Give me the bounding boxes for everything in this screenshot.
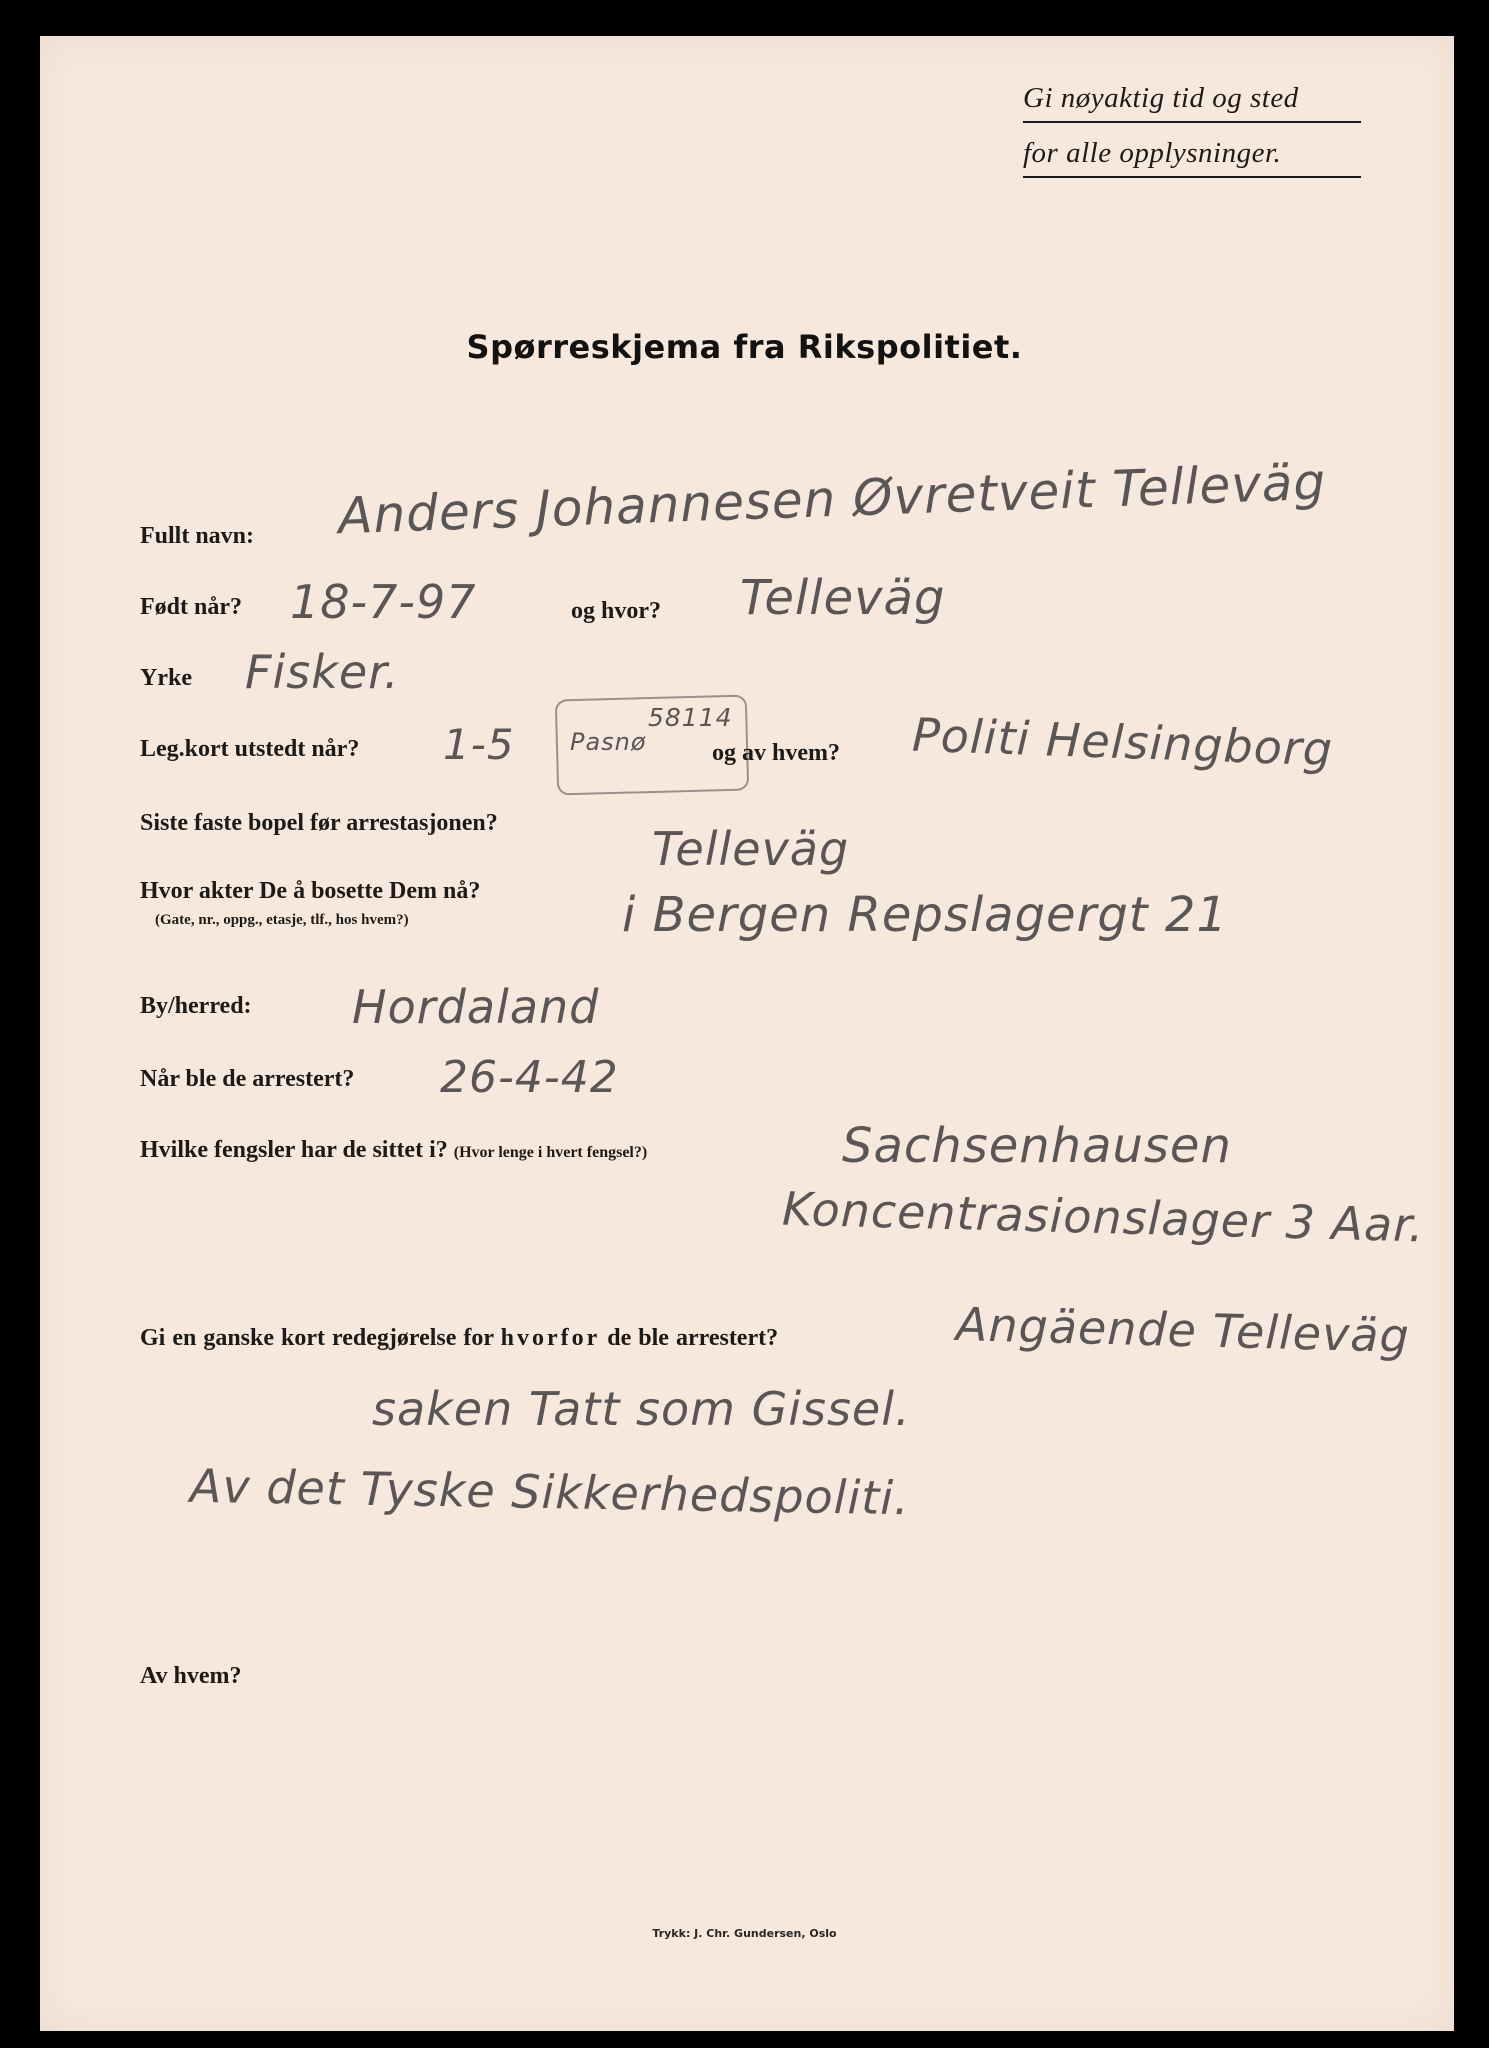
arrested-label: Når ble de arrestert?: [140, 1066, 355, 1092]
prisons-label: [140, 1137, 647, 1164]
last-address-answer: Telleväg: [652, 822, 850, 876]
idcard-by-answer: Politi Helsingborg: [911, 707, 1334, 777]
born-when-answer: 18-7-97: [290, 575, 477, 629]
settle-answer: i Bergen Repslagergt 21: [622, 887, 1228, 943]
settle-label: Hvor akter De å bosette Dem nå?: [140, 878, 481, 904]
idcard-by-label: og av hvem?: [712, 740, 840, 766]
passport-stamp-number: 58114: [648, 703, 733, 732]
passport-stamp-text: Pasnø: [570, 728, 647, 756]
instruction-notice: [1023, 82, 1361, 192]
born-when-label: Født når?: [140, 594, 242, 620]
name-answer: Anders Johannesen Øvretveit Telleväg: [337, 452, 1328, 546]
reason-answer-line-1: Angäende Telleväg: [955, 1297, 1411, 1363]
last-address-label: Siste faste bopel før arrestasjonen?: [140, 810, 498, 836]
idcard-when-answer: 1-5: [443, 720, 515, 769]
printer-credit: Trykk: J. Chr. Gundersen, Oslo: [652, 1927, 837, 1940]
reason-answer-line-3: Av det Tyske Sikkerhedspoliti.: [189, 1458, 911, 1526]
prisons-answer-line-2: Koncentrasionslager 3 Aar.: [781, 1181, 1426, 1253]
idcard-label: Leg.kort utstedt når?: [140, 736, 360, 762]
occupation-answer: Fisker.: [245, 645, 400, 699]
name-label: Fullt navn:: [140, 523, 255, 549]
form-title: Spørreskjema fra Rikspolitiet.: [466, 328, 1023, 366]
notice-line-1: Gi nøyaktig tid og sted: [1023, 82, 1361, 123]
occupation-label: Yrke: [140, 665, 192, 691]
arrested-answer: 26-4-42: [440, 1052, 619, 1103]
prisons-sub-label: (Hvor lenge i hvert fengsel?): [453, 1144, 648, 1161]
reason-label-emphasis: hvorfor: [500, 1325, 601, 1351]
settle-sub-label: (Gate, nr., oppg., etasje, tlf., hos hvem?): [155, 912, 409, 928]
town-answer: Hordaland: [352, 980, 600, 1034]
by-whom-label: Av hvem?: [140, 1663, 242, 1689]
born-where-label: og hvor?: [571, 598, 661, 624]
notice-line-2: for alle opplysninger.: [1023, 137, 1361, 178]
reason-answer-line-2: saken Tatt som Gissel.: [372, 1382, 911, 1436]
reason-label-post: de ble arrestert?: [607, 1325, 779, 1351]
prisons-answer-line-1: Sachsenhausen: [842, 1118, 1232, 1174]
prisons-label-text: Hvilke fengsler har de sittet i?: [140, 1137, 448, 1163]
born-where-answer: Telleväg: [740, 570, 946, 626]
town-label: By/herred:: [140, 993, 252, 1019]
reason-label-pre: Gi en ganske kort redegjørelse for: [140, 1325, 494, 1351]
reason-label: [140, 1325, 778, 1352]
